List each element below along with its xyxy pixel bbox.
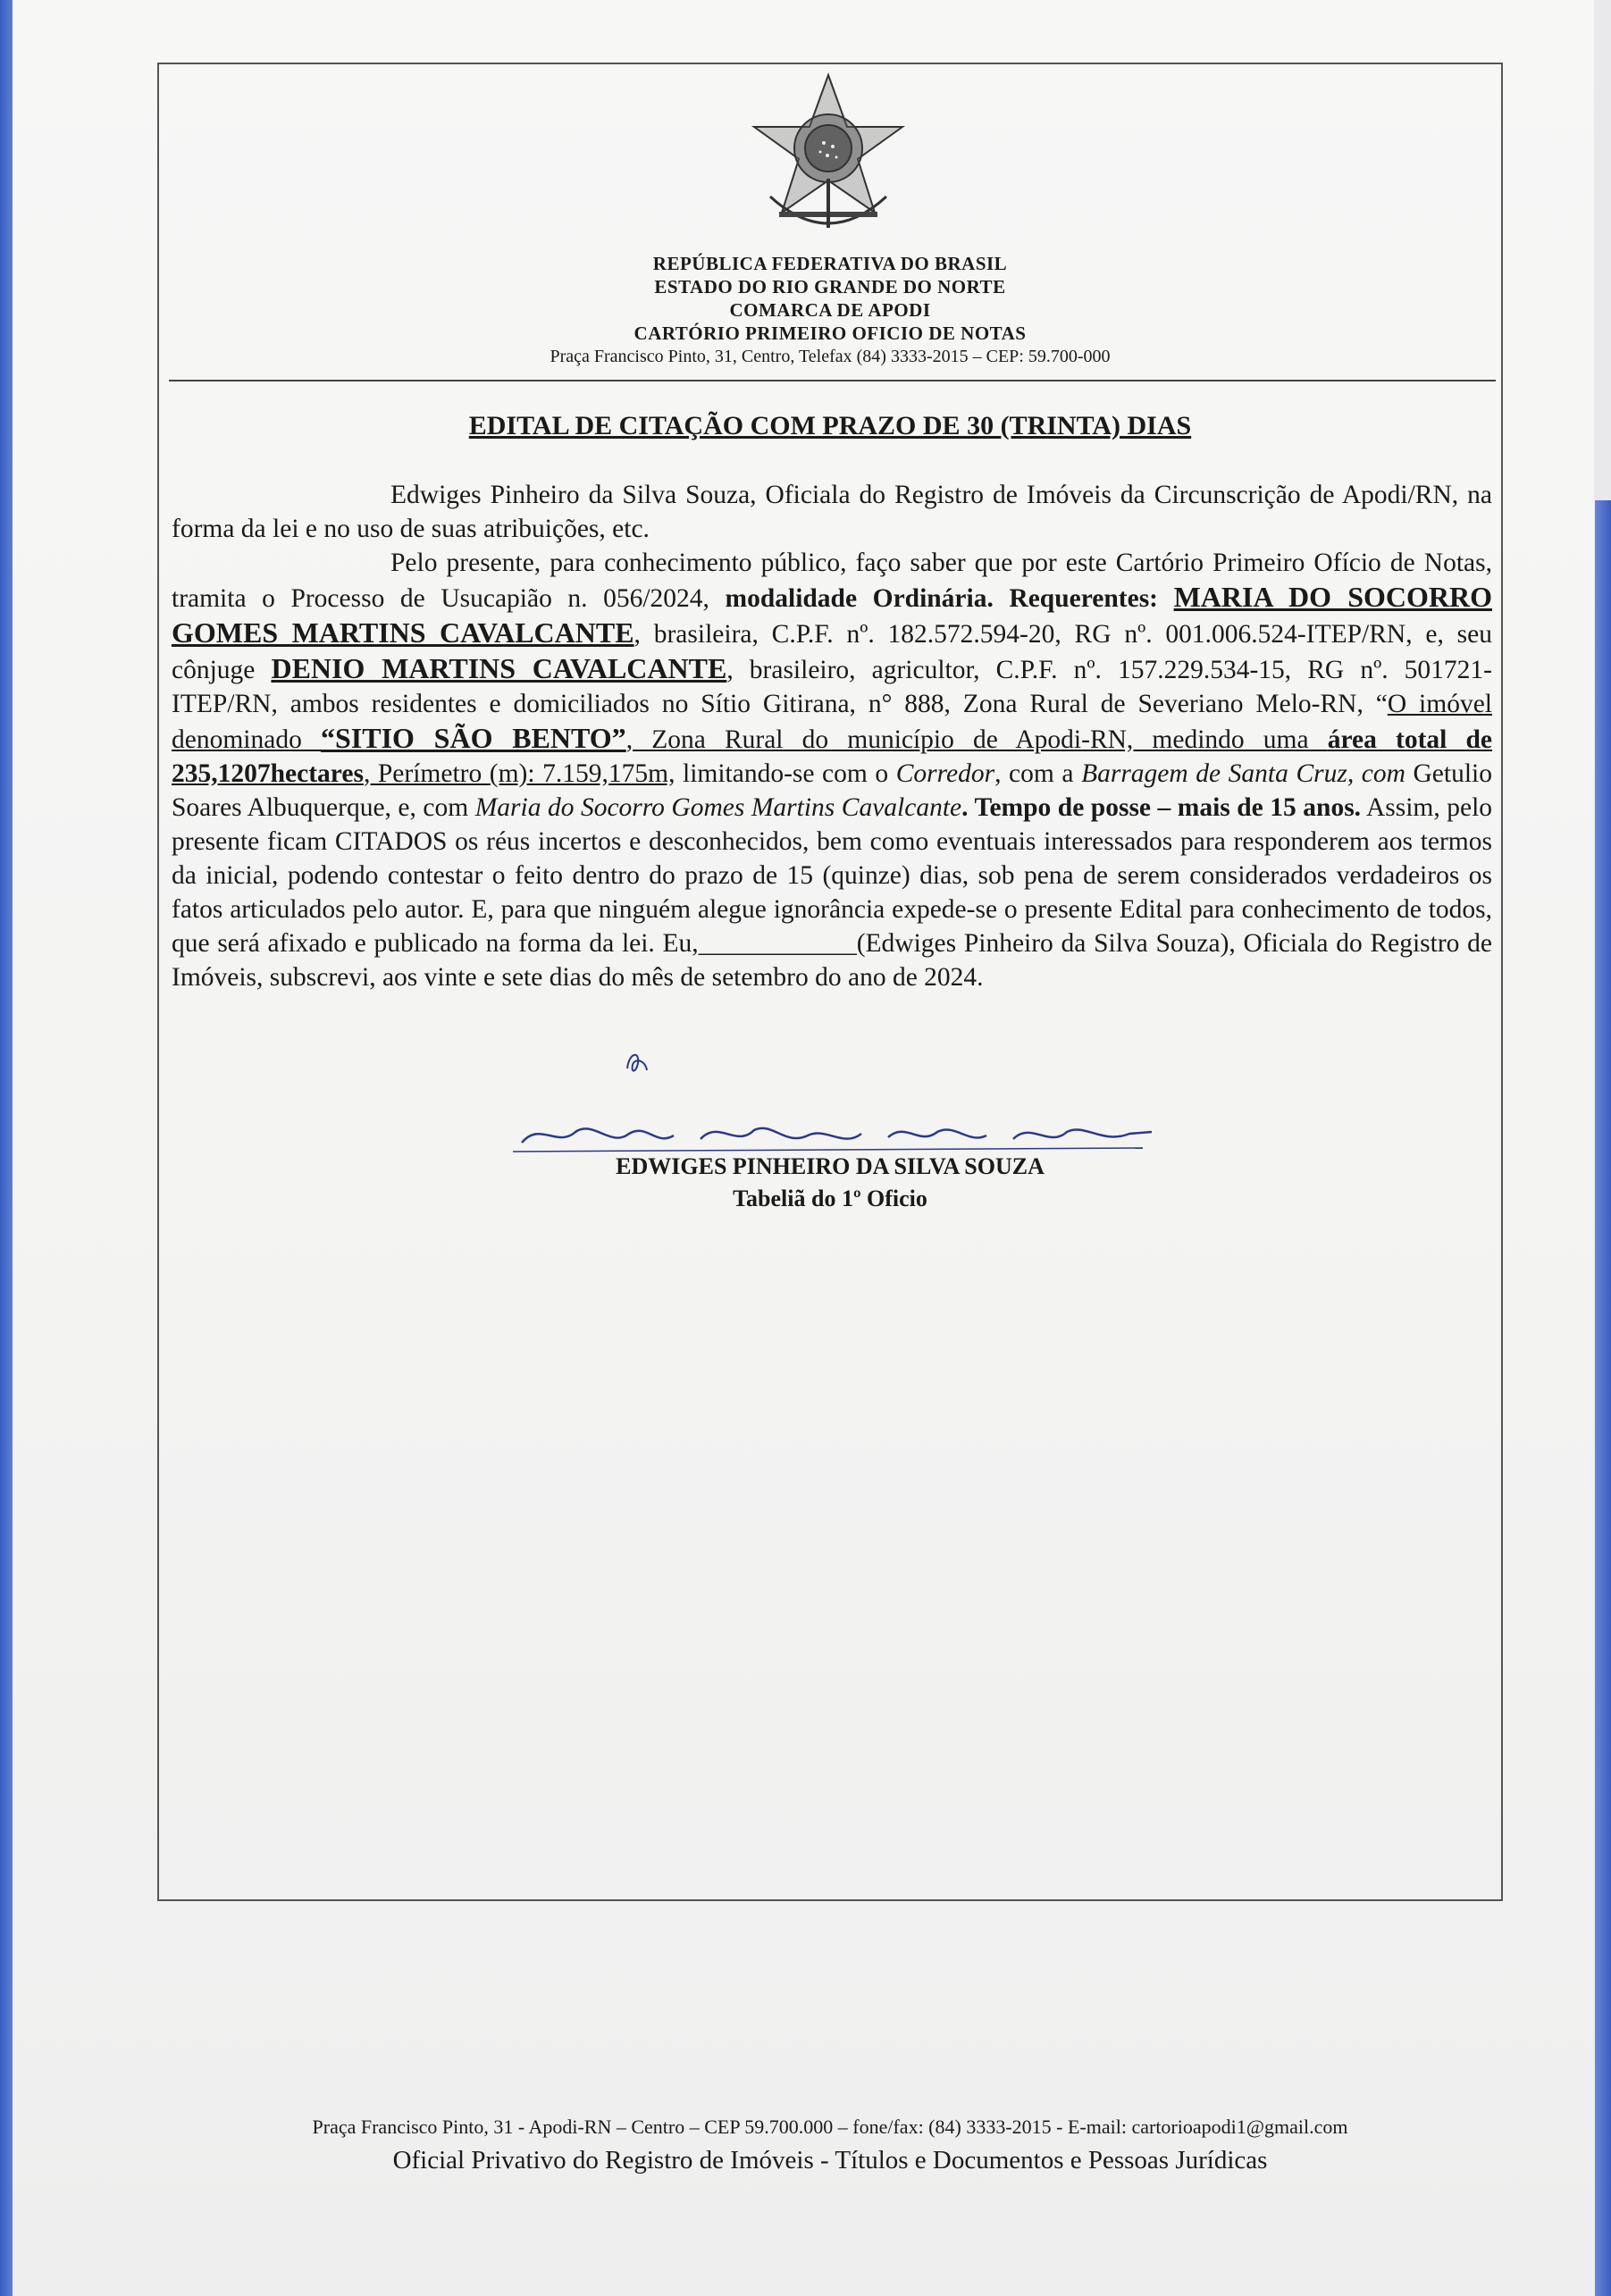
text-segment: (Edwiges Pinheiro da Silva Souza), Oficiala do Registro de Imóveis, subscrevi, aos vinte e sete dias do mês de setembro do ano de 2024.	[172, 929, 1493, 992]
property-intro: O imóvel denominado	[172, 690, 1492, 754]
boundary-1: Corredor	[895, 759, 995, 788]
paragraph-intro: Edwiges Pinheiro da Silva Souza, Oficiala do Registro de Imóveis da Circunscrição de Apodi/RN, na forma da lei e no uso de suas atribuições, etc.	[172, 481, 1492, 543]
boundary-2: Barragem de Santa Cruz, com	[1081, 759, 1405, 788]
document-sheet	[13, 0, 1594, 2296]
boundary-3: Maria do Socorro Gomes Martins Cavalcante	[474, 793, 962, 822]
footer-address: Praça Francisco Pinto, 31 - Apodi-RN – Centro – CEP 59.700.000 – fone/fax: (84) 3333-2015 - E-mail: cartorioapodi1@gmail.com	[312, 2116, 1348, 2138]
text-segment-bold: modalidade Ordinária. Requerentes:	[725, 584, 1174, 613]
header-line-2: ESTADO DO RIO GRANDE DO NORTE	[654, 276, 1006, 297]
text-segment: , brasileiro, agricultor, C.P.F. nº. 157.229.534-15, RG nº. 501721-ITEP/RN, ambos residentes e domiciliados no Sítio Gitirana, n° 888, Zona Rural de Severiano Melo-RN, “	[172, 656, 1492, 718]
header-line-1: REPÚBLICA FEDERATIVA DO BRASIL	[652, 253, 1008, 274]
document-header	[164, 252, 1496, 368]
signature-blank: ____________	[698, 929, 857, 958]
possession-time: Tempo de posse – mais de 15 anos.	[974, 793, 1362, 822]
coat-of-arms-seal	[743, 71, 913, 250]
initial-mark	[620, 1047, 656, 1077]
text-segment: Pelo presente, para conhecimento público, faço saber que por este Cartório Primeiro Ofício de Notas, tramita o Processo de Usucapião n. 056/2024,	[172, 549, 1492, 613]
text-segment: Getulio Soares Albuquerque, e, com	[172, 759, 1492, 822]
requester-name-2: DENIO MARTINS CAVALCANTE	[271, 652, 727, 684]
text-segment: , com a	[994, 759, 1082, 788]
header-address: Praça Francisco Pinto, 31, Centro, Telefax (84) 3333-2015 – CEP: 59.700-000	[550, 347, 1111, 366]
property-location: , Zona Rural do município de Apodi-RN, medindo uma	[625, 725, 1328, 754]
signatory-name: EDWIGES PINHEIRO DA SILVA SOUZA	[616, 1153, 1045, 1179]
header-divider	[169, 380, 1496, 381]
text-segment: limitando-se com o	[675, 759, 896, 788]
property-perimeter: , Perímetro (m): 7.159,175m,	[363, 759, 675, 788]
left-edge-strip	[0, 0, 13, 2296]
document-body	[172, 478, 1492, 994]
text-segment: , brasileira, C.P.F. nº. 182.572.594-20, RG nº. 001.006.524-ITEP/RN, e, seu cônjuge	[172, 620, 1492, 684]
property-name: “SITIO SÃO BENTO”	[320, 722, 626, 754]
text-segment: .	[961, 793, 975, 822]
property-area: área total de 235,1207hectares	[172, 725, 1493, 788]
requester-name-1: MARIA DO SOCORRO GOMES MARTINS CAVALCANTE	[172, 581, 1492, 649]
text-segment: Assim, pelo presente ficam CITADOS os réus incertos e desconhecidos, bem como eventuais interessados para responderem aos termos da inicial, podendo contestar o feito dentro do prazo de 15 (quinze) dias, sob pena de serem considerados verdadeiros os fatos articulados pelo autor. E, para que ninguém alegue ignorância expede-se o presente Edital para conhecimento de todos, que será afixado e publicado na forma da lei. Eu,	[172, 793, 1493, 958]
signatory-role: Tabeliã do 1º Oficio	[733, 1186, 927, 1211]
paragraph-main	[172, 546, 1492, 994]
signature-block	[164, 1151, 1496, 1215]
footer-office: Oficial Privativo do Registro de Imóveis - Títulos e Documentos e Pessoas Jurídicas	[392, 2146, 1268, 2174]
header-line-3: COMARCA DE APODI	[729, 299, 931, 321]
header-line-4: CARTÓRIO PRIMEIRO OFICIO DE NOTAS	[633, 323, 1027, 344]
document-title: EDITAL DE CITAÇÃO COM PRAZO DE 30 (TRINTA) DIAS	[468, 411, 1192, 440]
document-footer	[164, 2116, 1496, 2175]
right-edge-strip	[1595, 500, 1611, 2296]
